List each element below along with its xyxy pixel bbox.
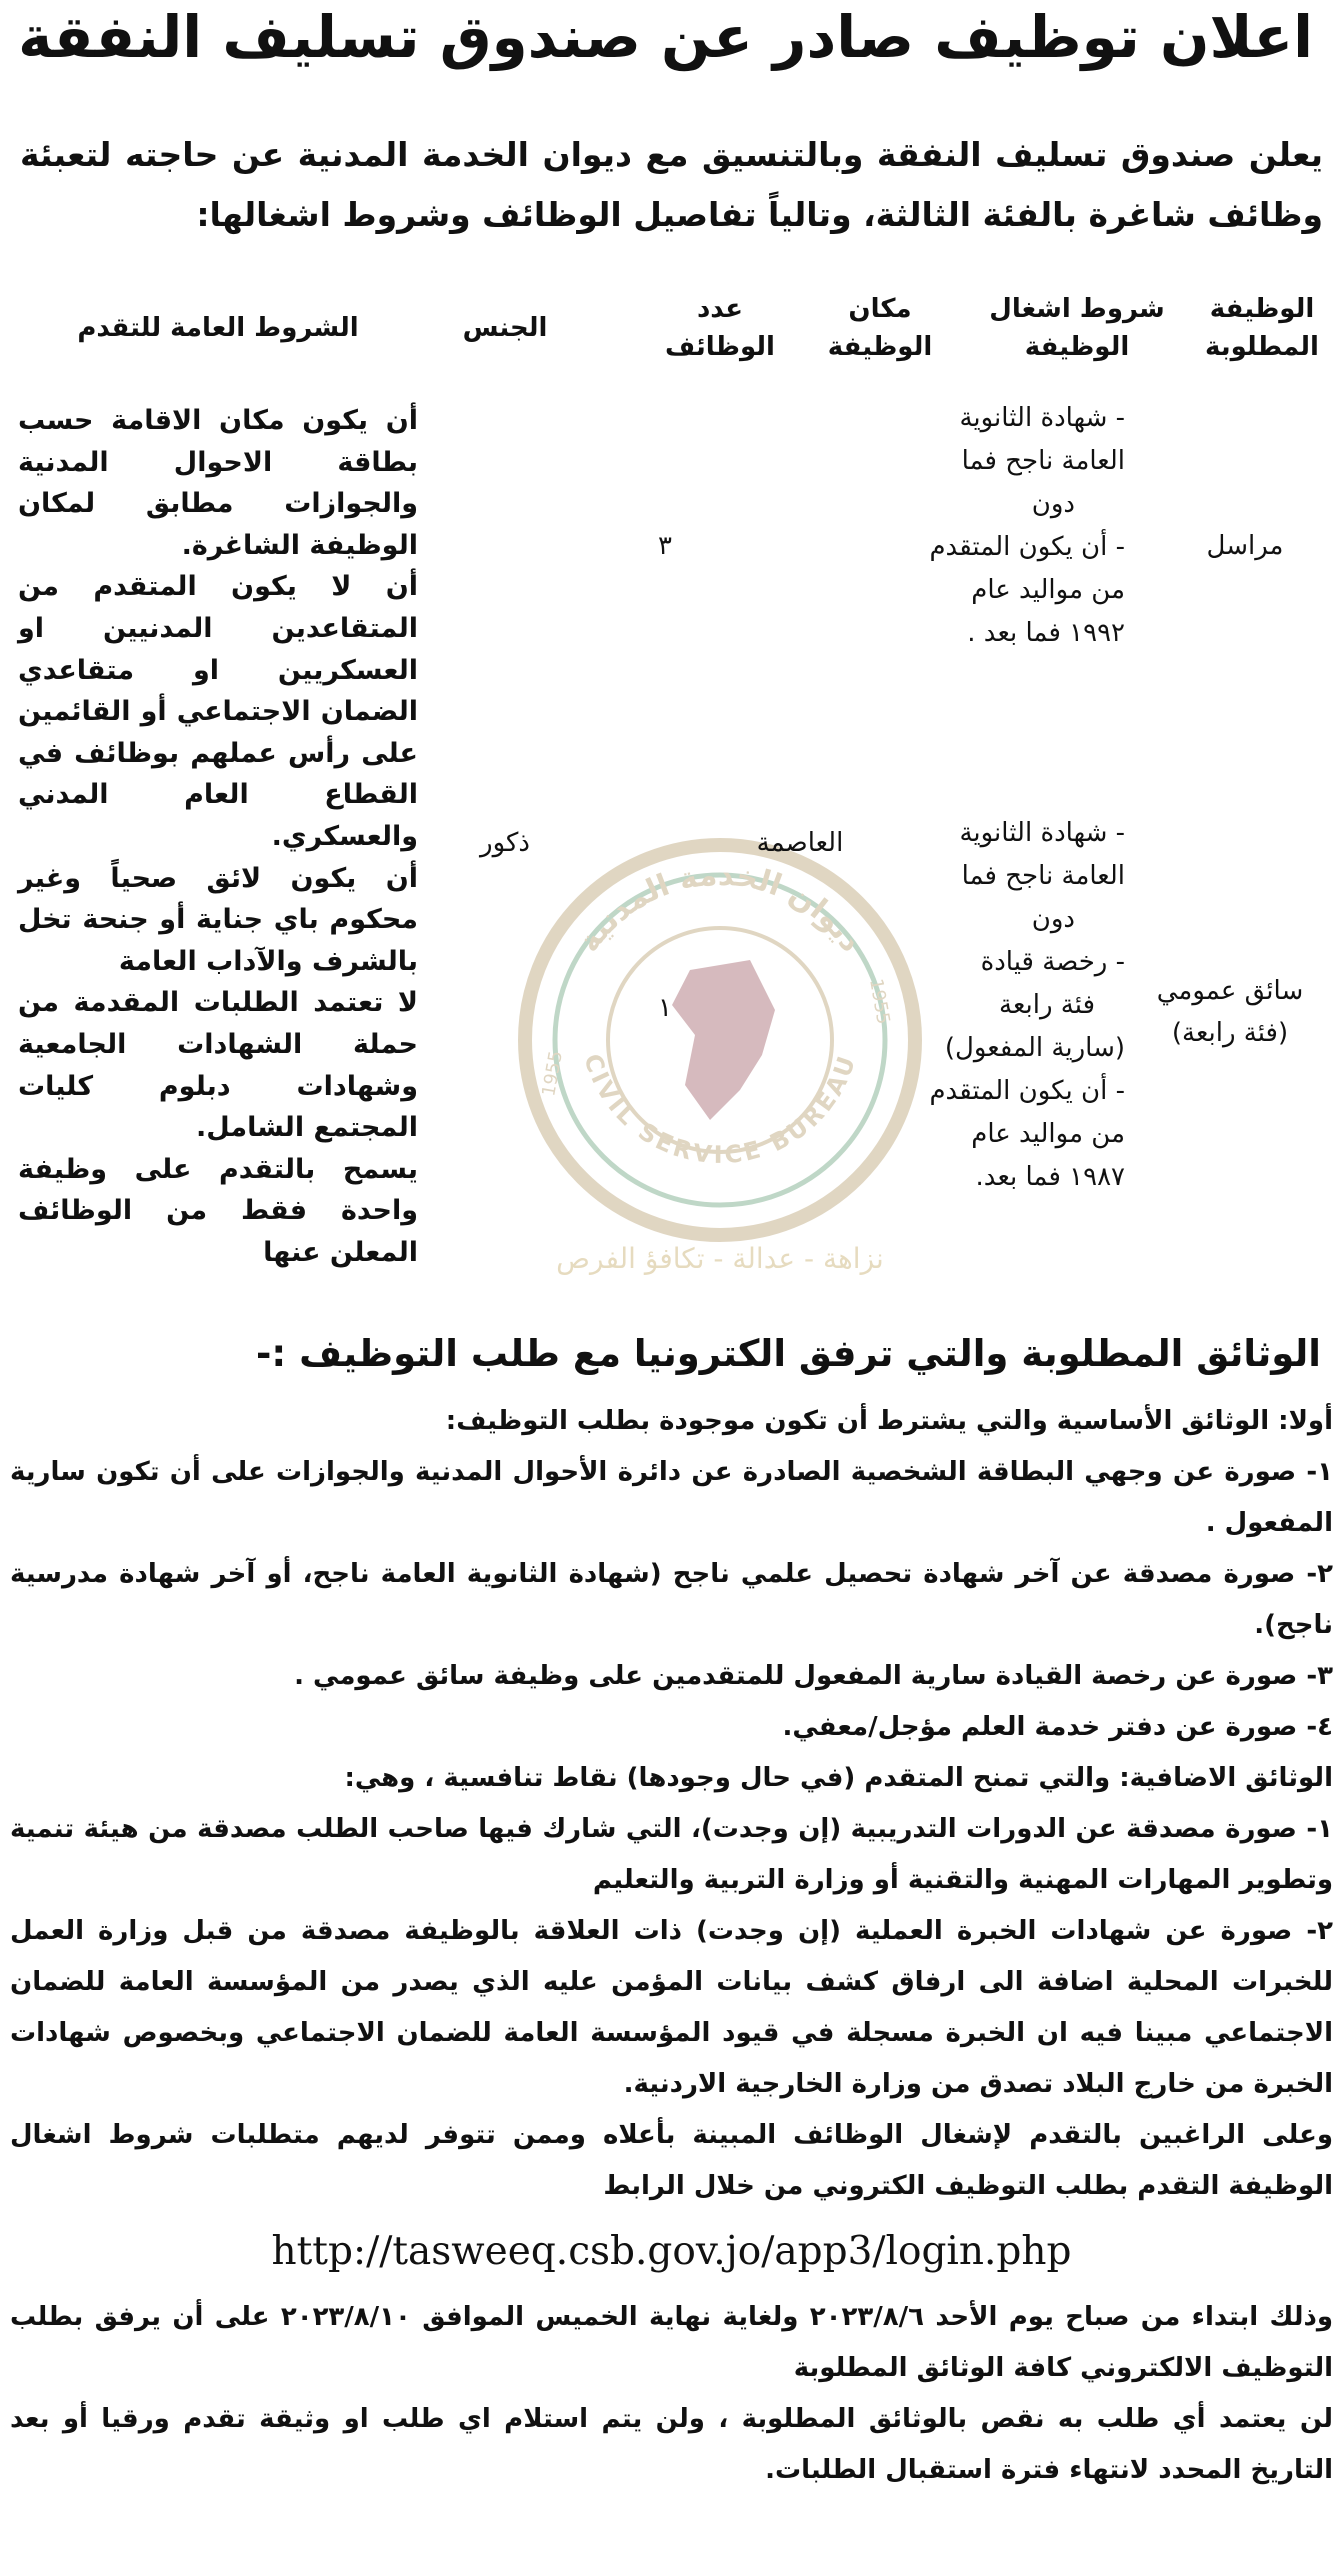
row2-location: العاصمة: [756, 828, 844, 858]
application-link[interactable]: http://tasweeq.csb.gov.jo/app3/login.php: [271, 2229, 1072, 2274]
row1-count: ٣: [658, 531, 672, 561]
basic-doc-4: ٤- صورة عن دفتر خدمة العلم مؤجل/معفي.: [782, 1712, 1333, 1742]
header-gender: الجنس: [462, 313, 548, 343]
extra-doc-1: ١- صورة مصدقة عن الدورات التدريبية (إن وجدت)، التي شارك فيها صاحب الطلب مصدقة من هيئة تنمية وتطوير المهارات المهنية والتقنية أو وزارة التربية والتعليم: [10, 1814, 1333, 1895]
basic-doc-3: ٣- صورة عن رخصة القيادة سارية المفعول للمتقدمين على وظيفة سائق عمومي .: [294, 1661, 1333, 1691]
row1-conditions: - شهادة الثانوية العامة ناجح فما دون - أن يكون المتقدم من مواليد عام ١٩٩٢ فما بعد .: [929, 403, 1125, 648]
row2-job: سائق عمومي (فئة رابعة): [1156, 976, 1304, 1048]
extra-docs-intro: الوثائق الاضافية: والتي تمنح المتقدم (في حال وجودها) نقاط تنافسية ، وهي:: [344, 1763, 1333, 1793]
application-period: وذلك ابتداء من صباح يوم الأحد ٢٠٢٣/٨/٦ ولغاية نهاية الخميس الموافق ٢٠٢٣/٨/١٠ على أن يرفق بطلب التوظيف الالكتروني كافة الوثائق المطلوبة: [10, 2302, 1333, 2383]
apply-text: وعلى الراغبين بالتقدم لإشغال الوظائف المبينة بأعلاه وممن تتوفر لديهم متطلبات شروط اشغال الوظيفة التقدم بطلب التوظيف الكتروني من خلال الرابط: [10, 2120, 1333, 2201]
extra-doc-2: ٢- صورة عن شهادات الخبرة العملية (إن وجدت) ذات العلاقة بالوظيفة مصدقة من قبل وزارة العمل للخبرات المحلية اضافة الى ارفاق كشف بيانات المؤمن عليه الذي يصدر من المؤسسة العامة للضمان الاجتماعي مبينا فيه ان الخبرة مسجلة في قيود المؤسسة العامة للضمان الاجتماعي وبخصوص شهادات الخبرة من خارج البلاد تصدق من وزارة الخارجية الاردنية.: [10, 1916, 1333, 2099]
header-count: عدد الوظائف: [665, 294, 775, 362]
header-job: الوظيفة المطلوبة: [1205, 294, 1319, 362]
row1-job: مراسل: [1206, 531, 1284, 561]
header-general-conditions: الشروط العامة للتقدم: [77, 313, 359, 343]
row2-gender: ذكور: [480, 828, 530, 858]
general-condition-5: يسمح بالتقدم على وظيفة واحدة فقط من الوظائف المعلن عنها: [18, 1153, 418, 1268]
jobs-table: [8, 290, 1335, 1310]
seal-year-left: 1955: [538, 1049, 567, 1098]
seal-year-right: 1955: [865, 977, 894, 1026]
general-condition-2: أن لا يكون المتقدم من المتقاعدين المدنيين او العسكريين او متقاعدي الضمان الاجتماعي أو القائمين على رأس عملهم بوظائف في القطاع العام المدني والعسكري.: [18, 571, 418, 852]
documents-body: [10, 1396, 1333, 2496]
basic-docs-intro: أولا: الوثائق الأساسية والتي يشترط أن تكون موجودة بطلب التوظيف:: [445, 1406, 1333, 1436]
header-conditions: شروط اشغال الوظيفة: [989, 294, 1165, 362]
basic-doc-1: ١- صورة عن وجهي البطاقة الشخصية الصادرة عن دائرة الأحوال المدنية والجوازات على أن تكون سارية المفعول .: [10, 1457, 1333, 1538]
seal-english-ring: CIVIL SERVICE BUREAU: [578, 1050, 862, 1170]
documents-heading: الوثائق المطلوبة والتي ترفق الكترونيا مع طلب التوظيف :-: [256, 1332, 1321, 1375]
page-title: اعلان توظيف صادر عن صندوق تسليف النفقة: [18, 3, 1313, 71]
row2-count: ١: [658, 993, 672, 1023]
row2-conditions: - شهادة الثانوية العامة ناجح فما دون - رخصة قيادة فئة رابعة (سارية المفعول) - أن يكون المتقدم من مواليد عام ١٩٨٧ فما بعد.: [929, 818, 1125, 1192]
seal-motto: نزاهة - عدالة - تكافؤ الفرص: [556, 1242, 884, 1275]
seal-arabic-ring: ديوان الخدمة المدنية: [571, 857, 869, 959]
general-condition-1: أن يكون مكان الاقامة حسب بطاقة الاحوال المدنية والجوازات مطابق لمكان الوظيفة الشاغرة.: [18, 405, 418, 561]
header-location: مكان الوظيفة: [827, 294, 933, 362]
basic-doc-2: ٢- صورة مصدقة عن آخر شهادة تحصيل علمي ناجح (شهادة الثانوية العامة ناجح، أو آخر شهادة مدرسية ناجح).: [10, 1559, 1333, 1640]
intro-paragraph: يعلن صندوق تسليف النفقة وبالتنسيق مع ديوان الخدمة المدنية عن حاجته لتعبئة وظائف شاغرة بالفئة الثالثة، وتالياً تفاصيل الوظائف وشروط اشغالها:: [20, 135, 1323, 234]
general-conditions: [18, 400, 418, 1273]
final-notice: لن يعتمد أي طلب به نقص بالوثائق المطلوبة ، ولن يتم استلام اي طلب او وثيقة تقدم ورقيا أو بعد التاريخ المحدد لانتهاء فترة استقبال الطلبات.: [10, 2404, 1333, 2485]
general-condition-3: أن يكون لائق صحياً وغير محكوم باي جناية أو جنحة تخل بالشرف والآداب العامة: [18, 862, 418, 977]
general-condition-4: لا تعتمد الطلبات المقدمة من حملة الشهادات الجامعية وشهادات دبلوم كليات المجتمع الشامل.: [18, 987, 418, 1144]
